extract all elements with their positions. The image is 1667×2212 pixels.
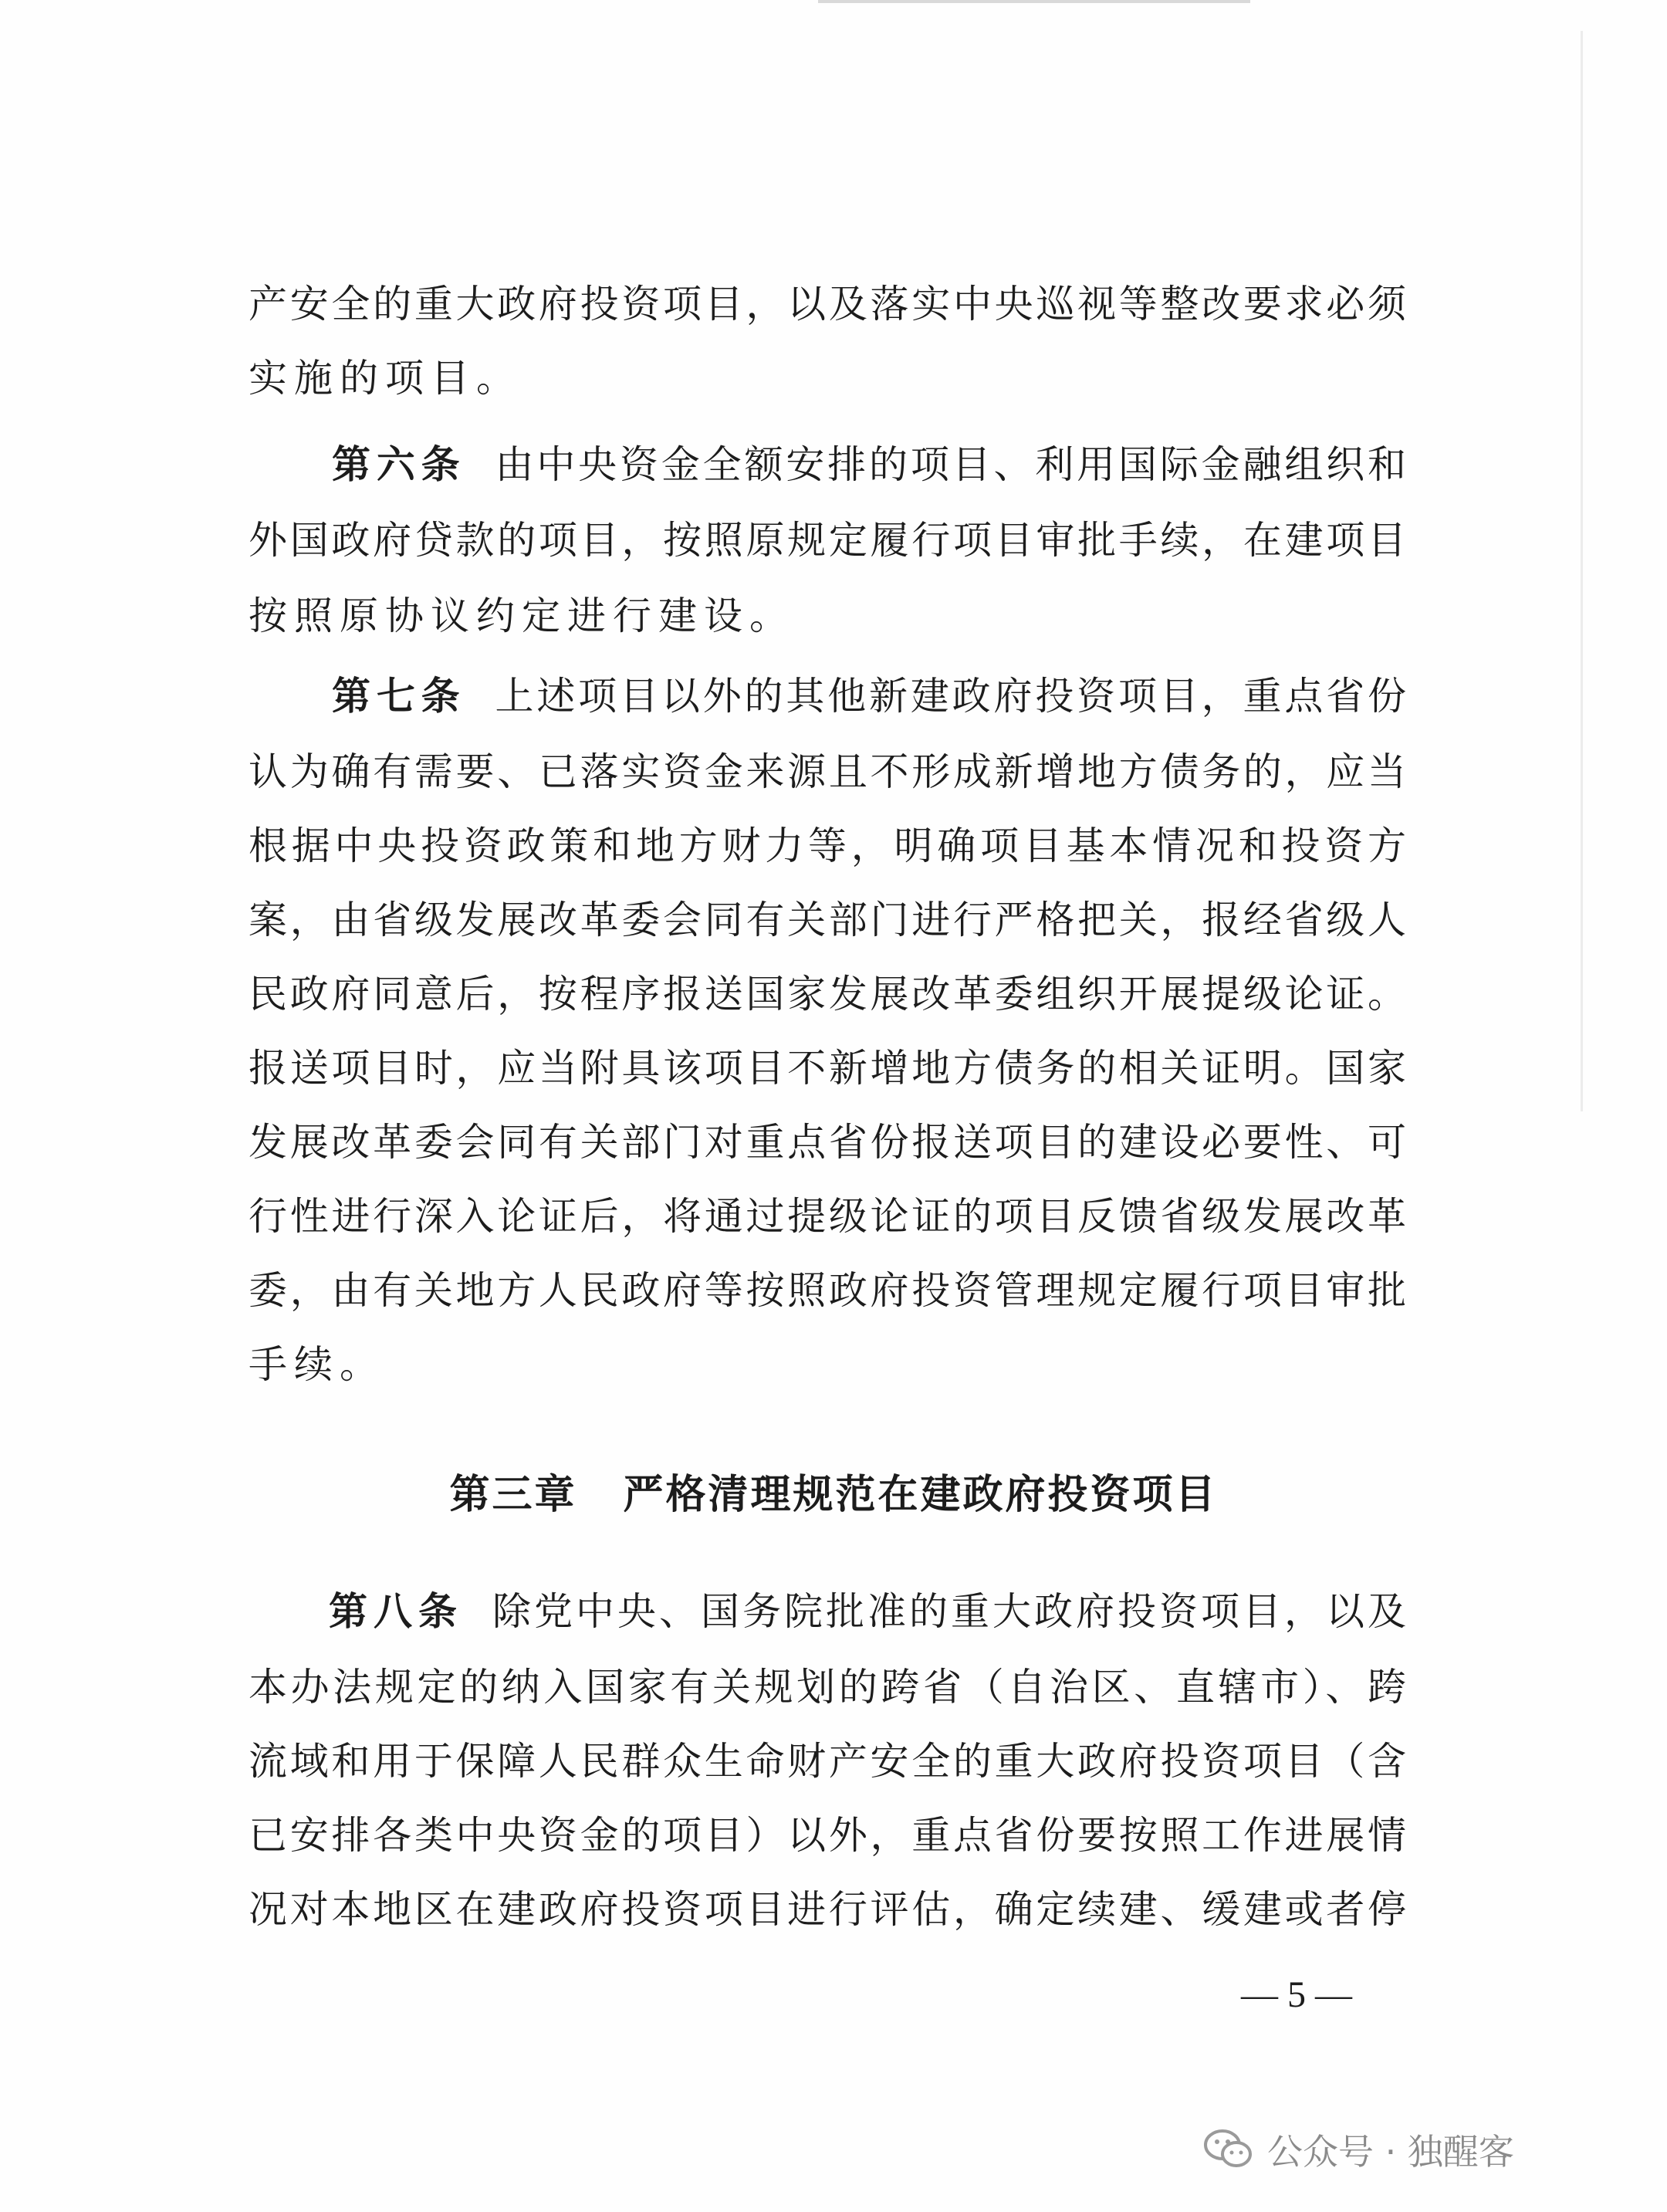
article-7-label: 第七条 (332, 674, 466, 719)
body-line: 认为确有需要、已落实资金来源且不形成新增地方债务的，应当 (249, 749, 1406, 794)
article-6-text: 由中央资金全额安排的项目、利用国际金融组织和 (495, 442, 1406, 487)
body-line: 流域和用于保障人民群众生命财产安全的重大政府投资项目（含 (249, 1739, 1406, 1784)
watermark-text: 公众号 · 独醒客 (1267, 2131, 1514, 2173)
page-number: — 5 — (1241, 1974, 1352, 2015)
watermark (1204, 2122, 1514, 2176)
body-line: 按照原协议约定进行建设。 (249, 594, 795, 638)
body-line: 本办法规定的纳入国家有关规划的跨省（自治区、直辖市）、跨 (249, 1665, 1406, 1710)
scan-edge-top (818, 0, 1250, 3)
body-line: 产安全的重大政府投资项目，以及落实中央巡视等整改要求必须 (249, 282, 1406, 326)
body-line: 报送项目时，应当附具该项目不新增地方债务的相关证明。国家 (249, 1046, 1406, 1091)
chapter-heading (0, 1453, 1667, 1537)
article-7-first-line (332, 658, 1406, 735)
wechat-icon (1204, 2128, 1253, 2171)
article-8-text: 除党中央、国务院批准的重大政府投资项目，以及 (492, 1589, 1406, 1634)
article-8-label: 第八条 (329, 1589, 463, 1634)
body-line: 委，由有关地方人民政府等按照政府投资管理规定履行项目审批 (249, 1268, 1406, 1313)
article-6-first-line (332, 426, 1406, 503)
body-line: 行性进行深入论证后，将通过提级论证的项目反馈省级发展改革 (249, 1194, 1406, 1239)
body-line: 发展改革委会同有关部门对重点省份报送项目的建设必要性、可 (249, 1120, 1406, 1165)
article-8-first-line (329, 1573, 1406, 1650)
article-6-label: 第六条 (332, 442, 466, 487)
article-7-text: 上述项目以外的其他新建政府投资项目，重点省份 (495, 674, 1406, 719)
body-line: 根据中央投资政策和地方财力等，明确项目基本情况和投资方 (249, 824, 1406, 868)
body-line: 已安排各类中央资金的项目）以外，重点省份要按照工作进展情 (249, 1813, 1406, 1858)
body-line: 外国政府贷款的项目，按照原规定履行项目审批手续，在建项目 (249, 518, 1406, 563)
body-line: 手续。 (249, 1342, 385, 1387)
body-line: 案，由省级发展改革委会同有关部门进行严格把关，报经省级人 (249, 898, 1406, 942)
chapter-number: 第三章 (449, 1472, 577, 1518)
body-line: 况对本地区在建政府投资项目进行评估，确定续建、缓建或者停 (249, 1887, 1406, 1932)
body-line: 实施的项目。 (249, 356, 522, 401)
body-line: 民政府同意后，按程序报送国家发展改革委组织开展提级论证。 (249, 972, 1406, 1016)
chapter-title: 严格清理规范在建政府投资项目 (623, 1472, 1218, 1518)
scan-edge-right (1581, 31, 1583, 1111)
